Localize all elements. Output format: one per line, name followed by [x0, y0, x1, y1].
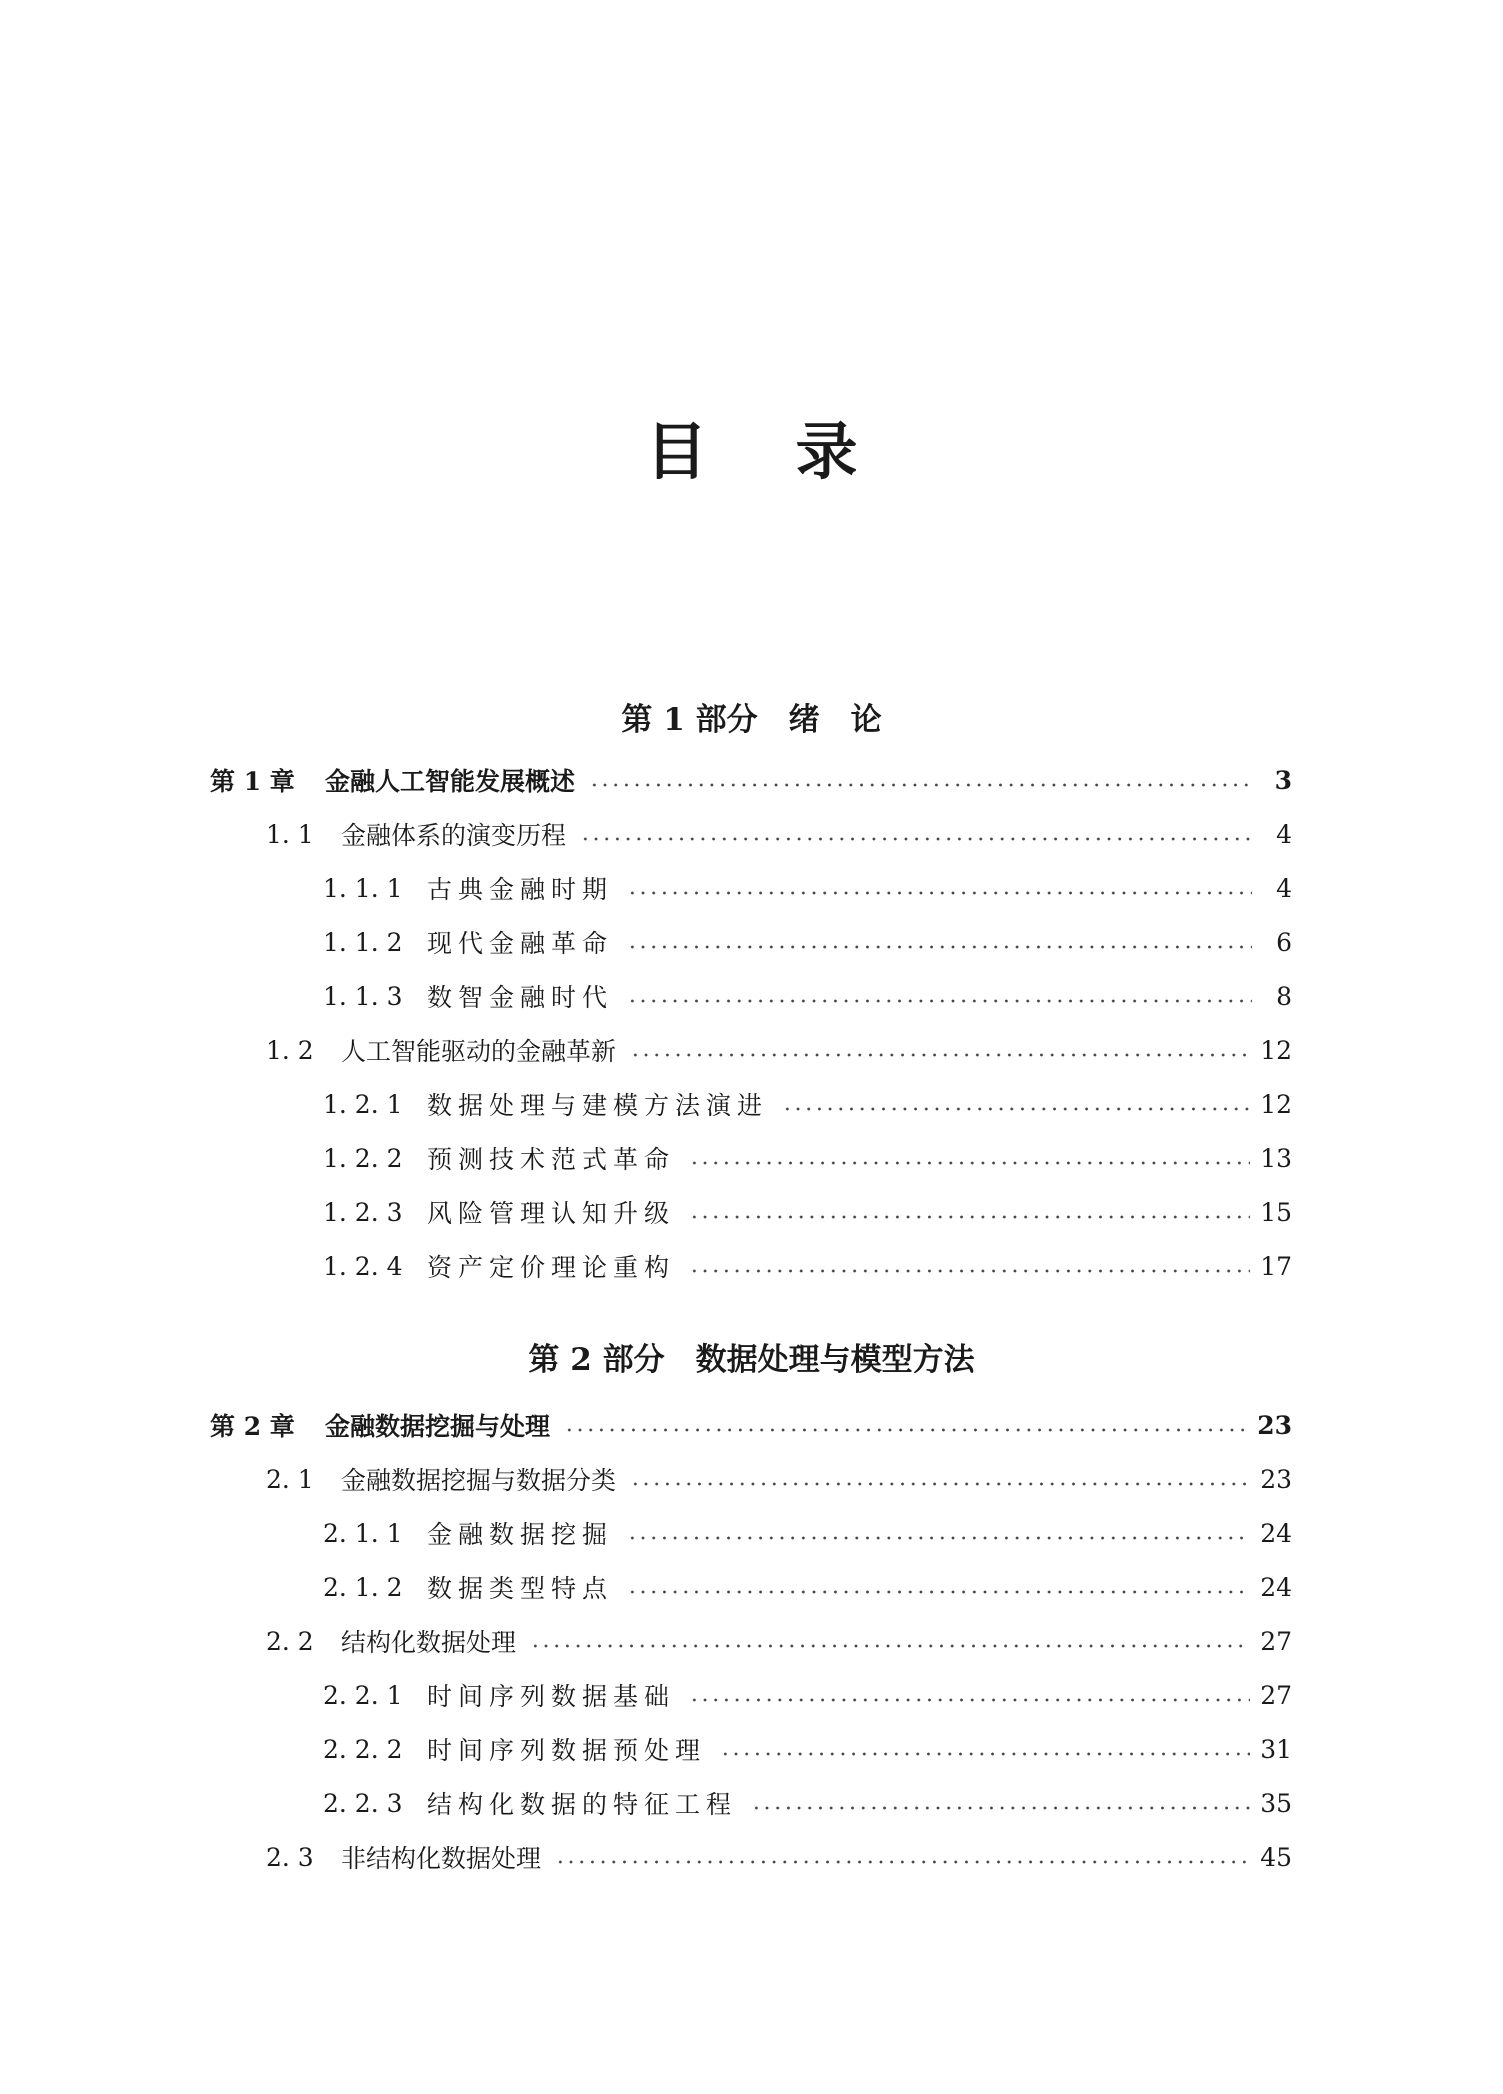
toc-section-entry[interactable] [266, 814, 1292, 854]
toc-page-number: 24 [1260, 1572, 1292, 1602]
toc-subsection-entry[interactable] [323, 1138, 1292, 1178]
toc-dot-leader [627, 1535, 1250, 1541]
toc-section-entry[interactable] [266, 1030, 1292, 1070]
toc-entry-number: 2. 3 [266, 1842, 314, 1872]
toc-dot-leader [580, 836, 1252, 842]
toc-entry-title: 古典金融时期 [427, 875, 614, 904]
toc-page-number: 13 [1260, 1143, 1292, 1173]
toc-page-number: 15 [1260, 1197, 1292, 1227]
toc-entry-title: 金融数据挖掘 [427, 1520, 614, 1549]
toc-entry-number: 第 2 章 [210, 1412, 295, 1441]
toc-entry-title: 风险管理认知升级 [427, 1199, 676, 1228]
toc-dot-leader [589, 782, 1252, 788]
toc-entry-title: 人工智能驱动的金融革新 [341, 1037, 617, 1066]
toc-entry-number: 2. 2. 3 [323, 1788, 403, 1818]
toc-entry-title: 现代金融革命 [427, 929, 614, 958]
toc-entry-number: 2. 1. 1 [323, 1518, 403, 1548]
toc-dot-leader [689, 1160, 1250, 1166]
toc-dot-leader [530, 1643, 1250, 1649]
toc-entry-title: 金融体系的演变历程 [341, 821, 567, 850]
toc-entry-number: 1. 2. 2 [323, 1143, 403, 1173]
toc-page-number: 23 [1257, 1410, 1292, 1440]
toc-dot-leader [627, 890, 1252, 896]
toc-entry-number: 1. 1 [266, 819, 314, 849]
toc-chapter-entry[interactable] [210, 760, 1292, 800]
toc-entry-title: 金融数据挖掘与数据分类 [341, 1466, 617, 1495]
toc-entry-title: 数据类型特点 [427, 1574, 614, 1603]
toc-subsection-entry[interactable] [323, 1246, 1292, 1286]
part-heading: 第 2 部分 数据处理与模型方法 [528, 1342, 975, 1378]
toc-entry-title: 资产定价理论重构 [427, 1253, 676, 1282]
page-title-char-1: 目 [645, 415, 708, 488]
toc-entry-number: 1. 2. 4 [323, 1251, 403, 1281]
toc-entry-title: 结构化数据的特征工程 [427, 1790, 738, 1819]
page-title-char-2: 录 [795, 415, 858, 488]
toc-subsection-entry[interactable] [323, 868, 1292, 908]
toc-entry-title: 预测技术范式革命 [427, 1145, 676, 1174]
toc-entry-title: 数据处理与建模方法演进 [427, 1091, 769, 1120]
toc-entry-number: 2. 1 [266, 1464, 314, 1494]
toc-page-number: 27 [1260, 1626, 1292, 1656]
toc-entry-title: 时间序列数据预处理 [427, 1736, 707, 1765]
toc-dot-leader [630, 1481, 1250, 1487]
toc-entry-number: 2. 2 [266, 1626, 314, 1656]
toc-dot-leader [555, 1859, 1250, 1865]
toc-entry-number: 1. 2. 1 [323, 1089, 403, 1119]
toc-dot-leader [627, 944, 1252, 950]
toc-entry-number: 2. 2. 2 [323, 1734, 403, 1764]
toc-page-number: 12 [1260, 1035, 1292, 1065]
toc-dot-leader [564, 1427, 1247, 1433]
toc-subsection-entry[interactable] [323, 1567, 1292, 1607]
page-title [0, 412, 1503, 492]
toc-entry-number: 1. 2. 3 [323, 1197, 403, 1227]
toc-entry-title: 金融数据挖掘与处理 [325, 1412, 551, 1441]
toc-dot-leader [782, 1106, 1250, 1112]
toc-subsection-entry[interactable] [323, 1783, 1292, 1823]
toc-page-number: 4 [1276, 873, 1292, 903]
toc-entry-number: 1. 1. 3 [323, 981, 403, 1011]
toc-dot-leader [630, 1052, 1250, 1058]
toc-entry-number: 1. 1. 2 [323, 927, 403, 957]
toc-dot-leader [720, 1751, 1250, 1757]
toc-subsection-entry[interactable] [323, 1192, 1292, 1232]
toc-dot-leader [689, 1268, 1250, 1274]
toc-entry-title: 结构化数据处理 [341, 1628, 517, 1657]
toc-page-number: 24 [1260, 1518, 1292, 1548]
toc-entry-number: 2. 1. 2 [323, 1572, 403, 1602]
toc-dot-leader [689, 1697, 1250, 1703]
toc-subsection-entry[interactable] [323, 1729, 1292, 1769]
toc-entry-title: 非结构化数据处理 [341, 1844, 542, 1873]
part-heading: 第 1 部分 绪 论 [621, 702, 882, 738]
toc-page-number: 17 [1260, 1251, 1292, 1281]
toc-subsection-entry[interactable] [323, 1084, 1292, 1124]
toc-dot-leader [751, 1805, 1250, 1811]
toc-page-number: 4 [1276, 819, 1292, 849]
toc-section-entry[interactable] [266, 1837, 1292, 1877]
toc-dot-leader [627, 1589, 1250, 1595]
toc-subsection-entry[interactable] [323, 922, 1292, 962]
toc-dot-leader [689, 1214, 1250, 1220]
toc-entry-number: 第 1 章 [210, 767, 295, 796]
toc-page-number: 8 [1276, 981, 1292, 1011]
toc-entry-title: 金融人工智能发展概述 [325, 767, 576, 796]
toc-page-number: 3 [1274, 765, 1292, 795]
toc-subsection-entry[interactable] [323, 1675, 1292, 1715]
toc-dot-leader [627, 998, 1252, 1004]
toc-section-entry[interactable] [266, 1621, 1292, 1661]
toc-subsection-entry[interactable] [323, 976, 1292, 1016]
toc-entry-number: 1. 2 [266, 1035, 314, 1065]
toc-chapter-entry[interactable] [210, 1405, 1292, 1445]
toc-entry-number: 1. 1. 1 [323, 873, 403, 903]
toc-entry-title: 时间序列数据基础 [427, 1682, 676, 1711]
toc-entry-title: 数智金融时代 [427, 983, 614, 1012]
toc-page-number: 27 [1260, 1680, 1292, 1710]
toc-entry-number: 2. 2. 1 [323, 1680, 403, 1710]
toc-subsection-entry[interactable] [323, 1513, 1292, 1553]
toc-page-number: 35 [1260, 1788, 1292, 1818]
toc-page-number: 31 [1260, 1734, 1292, 1764]
toc-section-entry[interactable] [266, 1459, 1292, 1499]
toc-page-number: 23 [1260, 1464, 1292, 1494]
toc-page-number: 12 [1260, 1089, 1292, 1119]
toc-page-number: 6 [1276, 927, 1292, 957]
toc-page-number: 45 [1260, 1842, 1292, 1872]
